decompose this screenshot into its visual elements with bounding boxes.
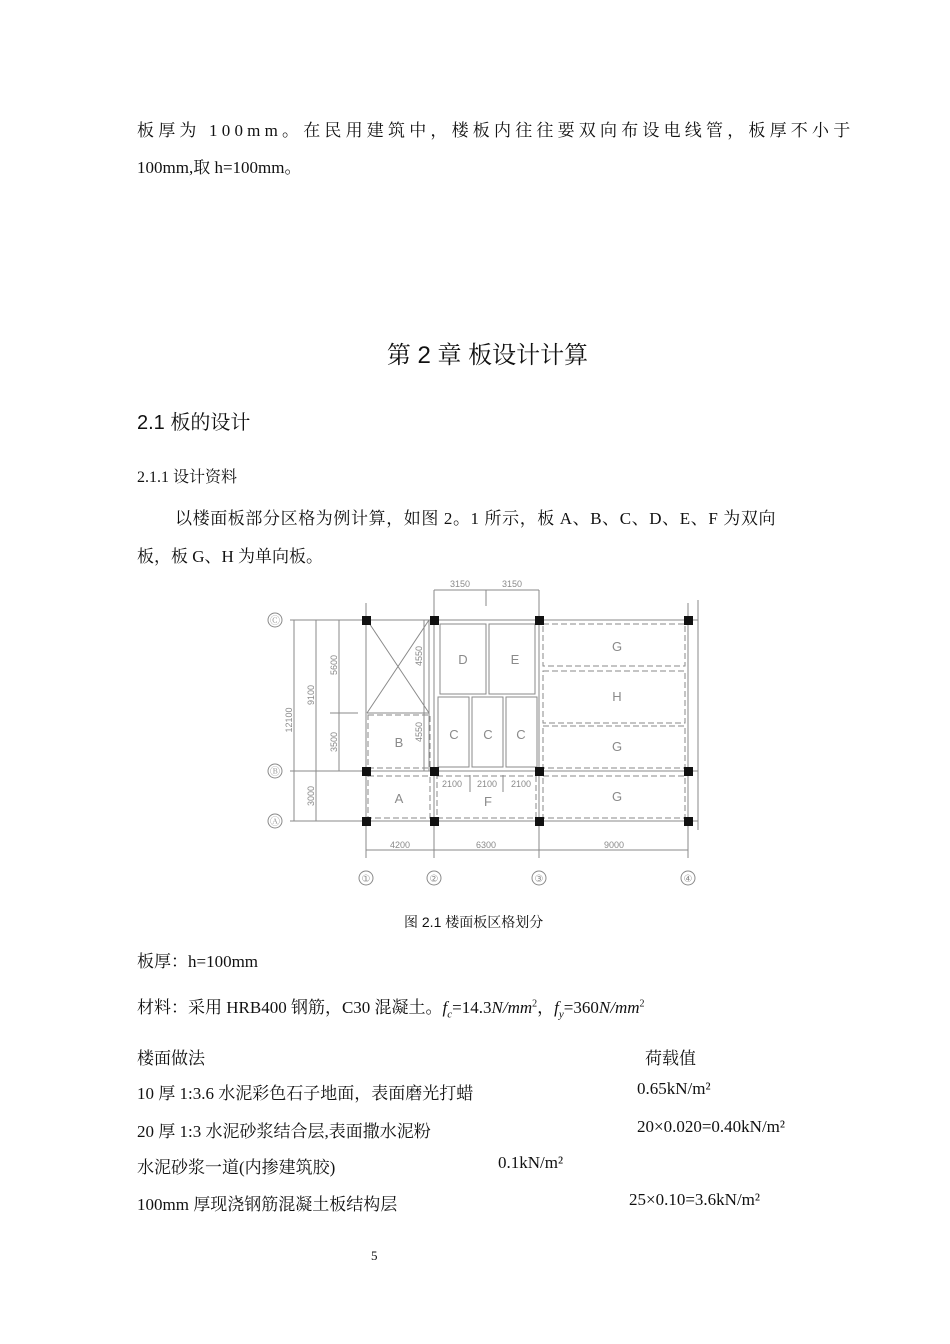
dim-left-bottom: 3000 xyxy=(306,785,316,807)
panel-g-1: G xyxy=(611,639,623,654)
column xyxy=(684,767,693,776)
axis-label-b: Ⓑ xyxy=(270,767,280,778)
dim-top-2: 3150 xyxy=(501,579,523,589)
material-line xyxy=(137,993,645,1020)
column xyxy=(430,767,439,776)
dim-inner-1: 4550 xyxy=(414,645,424,667)
fy-sub: y xyxy=(558,1008,564,1021)
section-title: 2.1 板的设计 xyxy=(137,412,251,434)
load-row-3-desc: 水泥砂浆一道(内掺建筑胶) xyxy=(137,1158,336,1177)
load-row-3-value: 0.1kN/m² xyxy=(498,1153,564,1172)
material-comma: ， xyxy=(537,998,555,1017)
fy-unit-n: N xyxy=(598,998,611,1017)
load-row-2-value: 20×0.020=0.40kN/m² xyxy=(637,1117,785,1136)
dim-inner-2: 4550 xyxy=(414,721,424,743)
column xyxy=(362,616,371,625)
fy-symbol: f xyxy=(554,998,559,1017)
fy-unit-mm: mm xyxy=(614,998,640,1017)
column xyxy=(430,817,439,826)
dim-small-1: 2100 xyxy=(441,779,463,789)
column xyxy=(535,616,544,625)
panel-c-3: C xyxy=(516,727,526,742)
axis-label-a: Ⓐ xyxy=(270,817,280,828)
column xyxy=(684,616,693,625)
para-line-2: 板，板 G、H 为单向板。 xyxy=(137,547,324,566)
fc-unit-n: N xyxy=(491,998,503,1017)
dim-left-outer: 12100 xyxy=(284,707,294,733)
panel-e: E xyxy=(510,652,520,667)
dim-bottom-2: 6300 xyxy=(475,840,497,850)
axis-label-3: ③ xyxy=(534,874,544,885)
column xyxy=(535,767,544,776)
axis-label-c: Ⓒ xyxy=(270,616,280,627)
fy-unit-sep: / xyxy=(610,998,615,1017)
fc-symbol: f xyxy=(442,998,448,1017)
panel-b: B xyxy=(394,735,404,750)
panel-g-3: G xyxy=(611,789,623,804)
subsection-title: 2.1.1 设计资料 xyxy=(137,469,238,486)
dim-left-upper: 5600 xyxy=(329,654,339,676)
dim-left-lower: 3500 xyxy=(329,731,339,753)
loads-header-right: 荷载值 xyxy=(645,1049,696,1068)
intro-line-2: 100mm,取 h=100mm。 xyxy=(137,158,302,177)
page-number: 5 xyxy=(371,1248,378,1263)
column xyxy=(535,817,544,826)
slab-thickness: 板厚：h=100mm xyxy=(137,952,259,971)
axis-label-1: ① xyxy=(361,874,371,885)
panel-g-2: G xyxy=(611,739,623,754)
para-line-1: 以楼面板部分区格为例计算，如图 2。1 所示，板 A、B、C、D、E、F 为双向 xyxy=(175,509,777,528)
material-prefix: 材料：采用 HRB400 钢筋，C30 混凝土。 xyxy=(137,998,443,1017)
load-row-4-desc: 100mm 厚现浇钢筋混凝土板结构层 xyxy=(137,1195,398,1214)
fc-value: =14.3 xyxy=(452,998,492,1017)
fc-unit-mm: mm xyxy=(507,998,533,1017)
dim-top-1: 3150 xyxy=(449,579,471,589)
dim-left-mid: 9100 xyxy=(306,684,316,706)
load-row-2-desc: 20 厚 1:3 水泥砂浆结合层,表面撒水泥粉 xyxy=(137,1122,431,1141)
axis-label-4: ④ xyxy=(683,874,693,885)
panel-d: D xyxy=(458,652,468,667)
dim-bottom-3: 9000 xyxy=(603,840,625,850)
axis-label-2: ② xyxy=(429,874,439,885)
panel-c-2: C xyxy=(483,727,493,742)
fy-value: =360 xyxy=(563,998,599,1017)
column xyxy=(362,817,371,826)
column xyxy=(430,616,439,625)
panel-f: F xyxy=(484,794,492,809)
dim-bottom-1: 4200 xyxy=(389,840,411,850)
chapter-title: 第 2 章 板设计计算 xyxy=(386,342,589,369)
intro-line-1: 板厚为 100mm。在民用建筑中，楼板内往往要双向布设电线管，板厚不小于 xyxy=(137,121,855,140)
fc-sub: c xyxy=(447,1008,453,1021)
column xyxy=(684,817,693,826)
fy-unit-exp: 2 xyxy=(639,998,645,1010)
loads-header-left: 楼面做法 xyxy=(137,1049,205,1068)
dim-small-3: 2100 xyxy=(510,779,532,789)
figure-caption: 图 2.1 楼面板区格划分 xyxy=(404,914,544,930)
panel-h: H xyxy=(612,689,622,704)
panel-c-1: C xyxy=(449,727,459,742)
fc-unit-exp: 2 xyxy=(532,998,538,1010)
load-row-1-desc: 10 厚 1:3.6 水泥彩色石子地面，表面磨光打蜡 xyxy=(137,1084,474,1103)
dim-small-2: 2100 xyxy=(476,779,498,789)
load-row-1-value: 0.65kN/m² xyxy=(637,1079,711,1098)
column xyxy=(362,767,371,776)
load-row-4-value: 25×0.10=3.6kN/m² xyxy=(629,1190,760,1209)
panel-a: A xyxy=(394,791,404,806)
fc-unit-sep: / xyxy=(502,998,508,1017)
